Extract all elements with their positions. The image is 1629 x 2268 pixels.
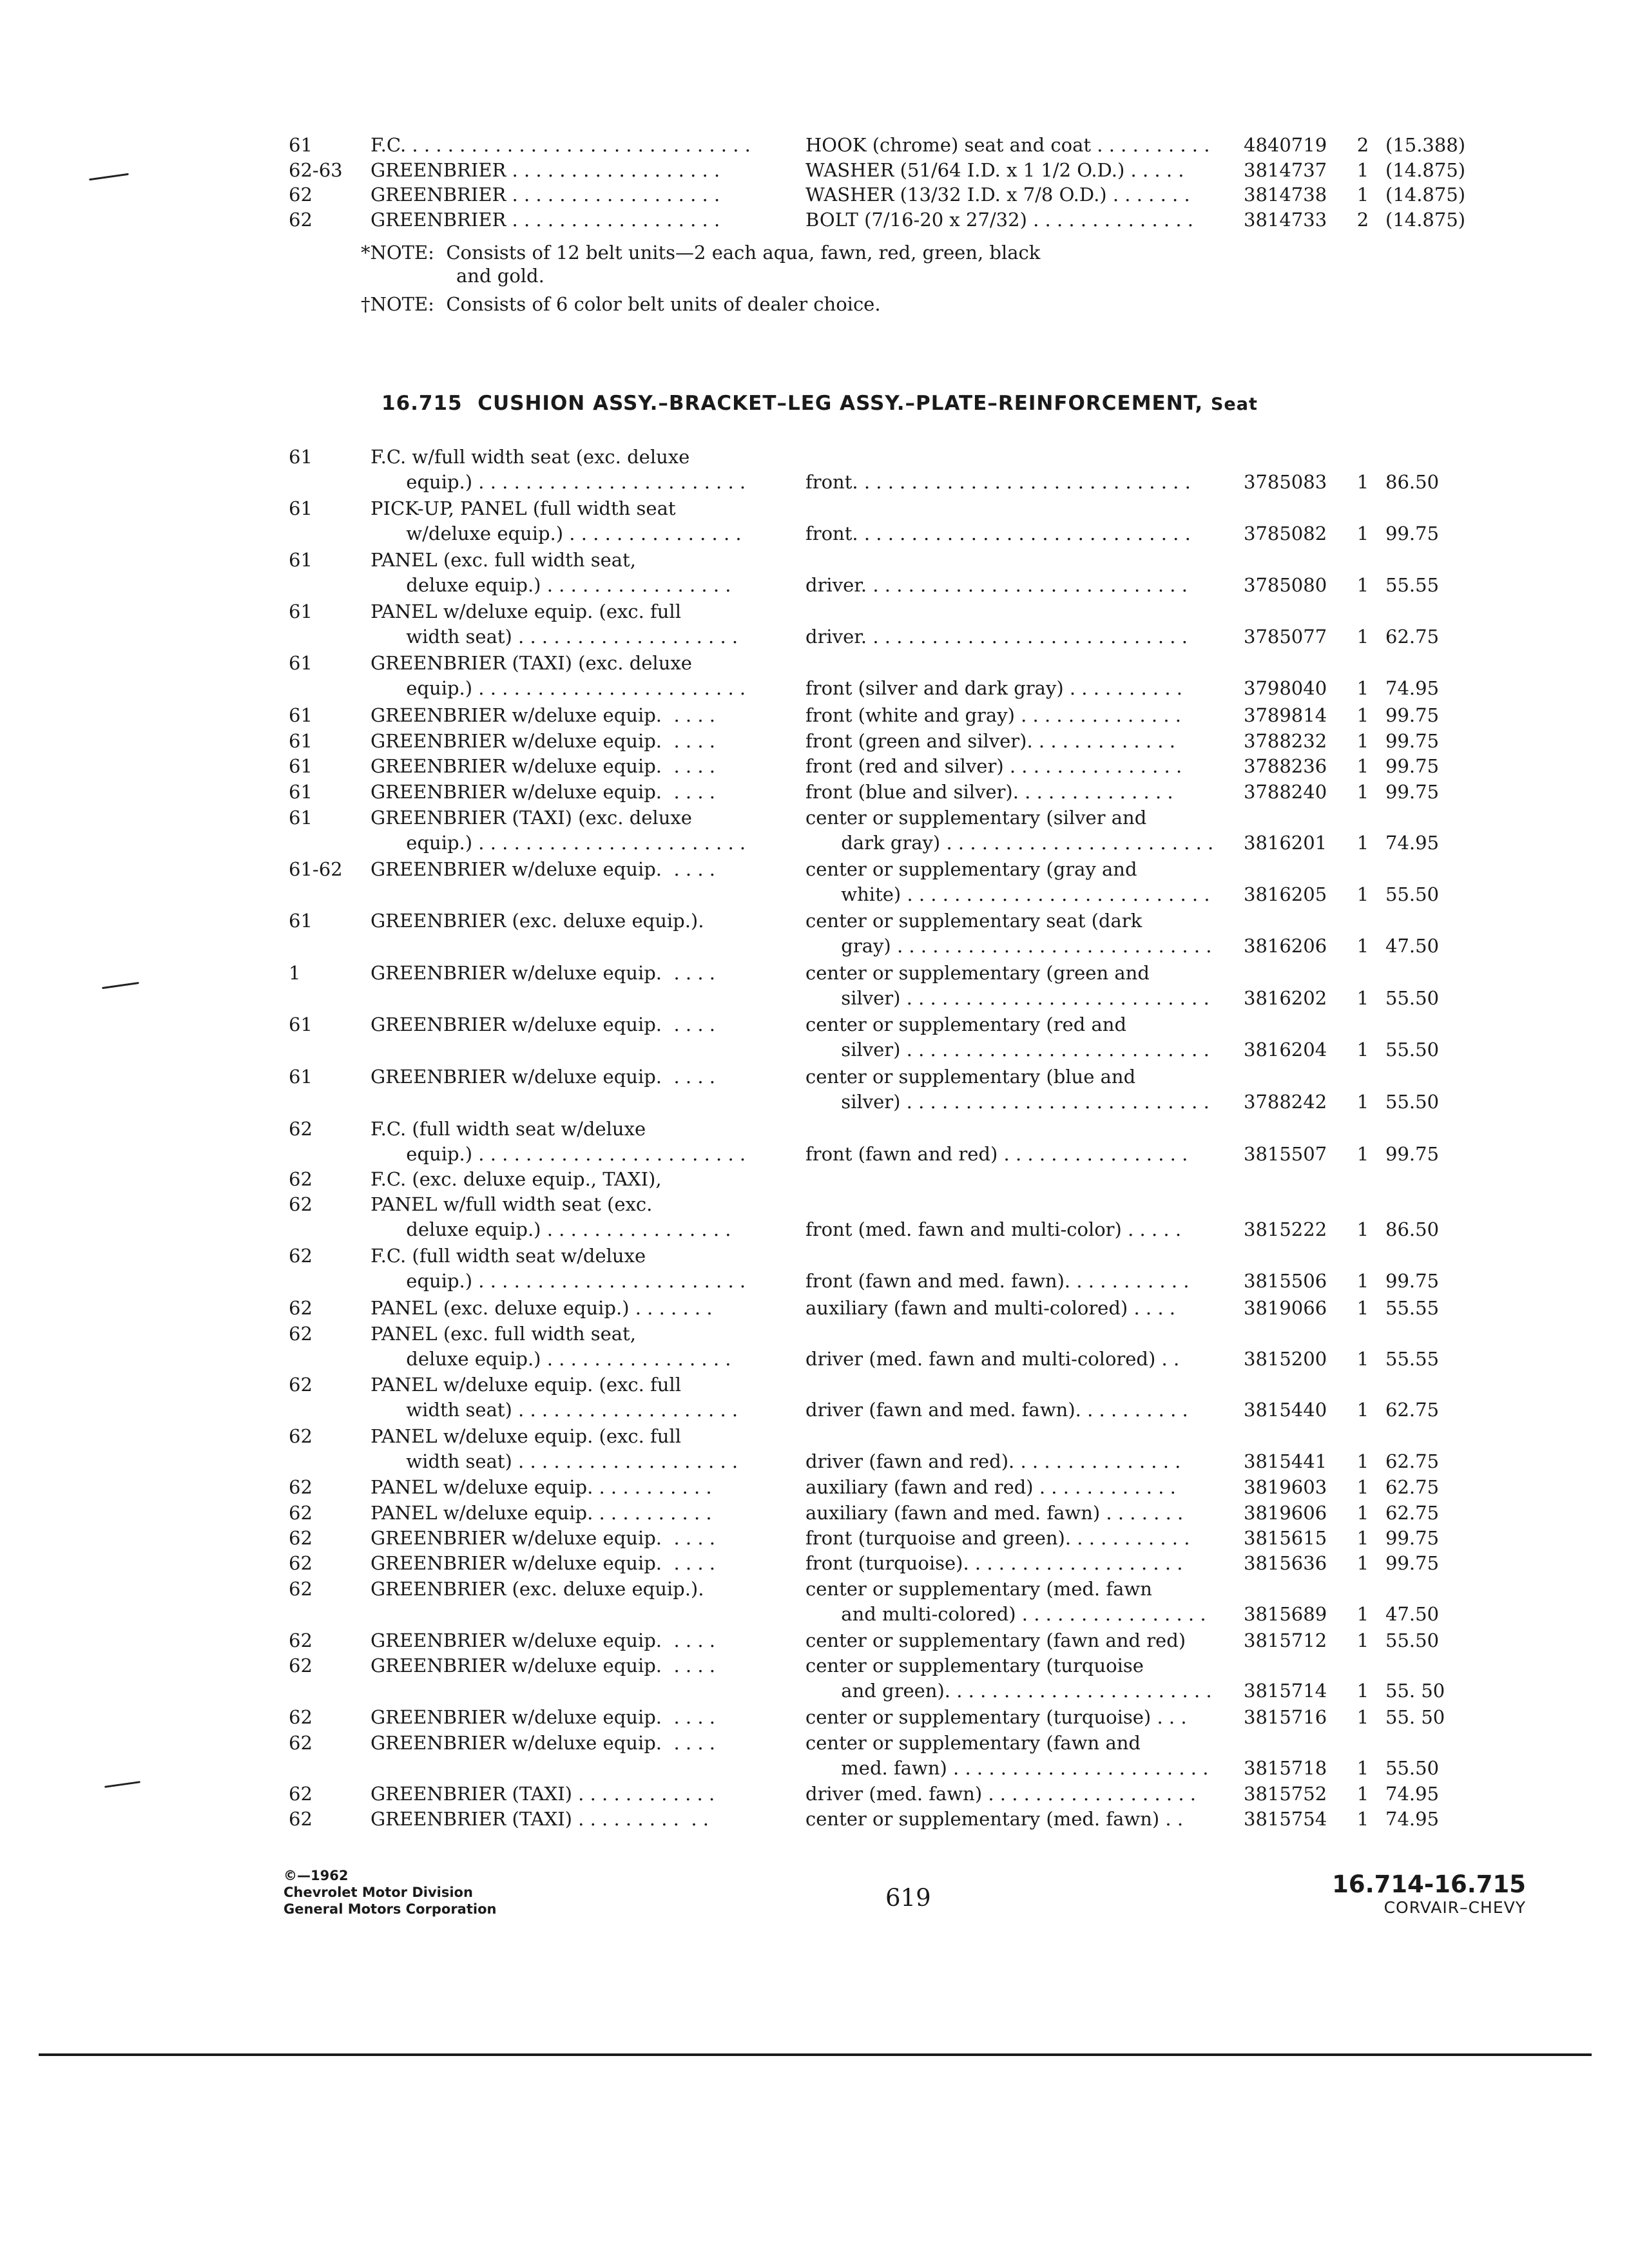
part-description: front (fawn and med. fawn). . . . . . . . . . .	[805, 1270, 1190, 1292]
part-number: 3815506	[1244, 1270, 1327, 1292]
table-row	[0, 1501, 1629, 1526]
model-year: 62	[289, 1629, 313, 1651]
model-year: 61	[289, 549, 313, 571]
part-description: driver. . . . . . . . . . . . . . . . . . . . . . . . . . . .	[805, 574, 1188, 596]
model-name-cont: equip.) . . . . . . . . . . . . . . . . . . . . . . .	[371, 1143, 746, 1165]
section-suffix: Seat	[1210, 394, 1258, 414]
part-description: front (white and gray) . . . . . . . . . . . . . .	[805, 704, 1182, 726]
price: 62.75	[1385, 1399, 1440, 1421]
quantity: 1	[1356, 1091, 1369, 1113]
quantity: 1	[1356, 677, 1369, 699]
quantity: 1	[1356, 1348, 1369, 1370]
part-description: center or supplementary (green and	[805, 962, 1150, 984]
model-year: 61	[289, 910, 313, 932]
quantity: 1	[1356, 935, 1369, 957]
table-row	[0, 1551, 1629, 1577]
part-description: front (blue and silver). . . . . . . . . . . . . .	[805, 781, 1173, 803]
part-description: front (red and silver) . . . . . . . . . . . . . . .	[805, 755, 1182, 777]
model-year: 62	[289, 1552, 313, 1574]
price: 99.75	[1385, 1552, 1440, 1574]
note-belt-units-cont: and gold.	[456, 265, 545, 287]
model-year: 62	[289, 184, 313, 206]
price: (14.875)	[1385, 159, 1466, 181]
part-description: front (med. fawn and multi-color) . . . . .	[805, 1218, 1182, 1240]
part-description-cont: and multi-colored) . . . . . . . . . . . . . . . .	[805, 1603, 1206, 1625]
model-name-cont: deluxe equip.) . . . . . . . . . . . . . . . .	[371, 1218, 731, 1240]
price: (15.388)	[1385, 134, 1466, 156]
table-row	[0, 1372, 1629, 1424]
quantity: 1	[1356, 883, 1369, 905]
catalog-name: CORVAIR–CHEVY	[1383, 1898, 1526, 1917]
model-year: 61	[289, 730, 313, 752]
quantity: 1	[1356, 184, 1369, 206]
quantity: 1	[1356, 523, 1369, 544]
model-year: 62	[289, 1374, 313, 1396]
part-number: 3788236	[1244, 755, 1327, 777]
quantity: 1	[1356, 471, 1369, 493]
table-row	[0, 1807, 1629, 1832]
model-year: 62	[289, 1808, 313, 1830]
part-number: 3815200	[1244, 1348, 1327, 1370]
model-name-cont: equip.) . . . . . . . . . . . . . . . . . . . . . . .	[371, 471, 746, 493]
price: 99.75	[1385, 1270, 1440, 1292]
price: 86.50	[1385, 471, 1440, 493]
part-number: 3814733	[1244, 209, 1327, 231]
part-number: 3815441	[1244, 1450, 1327, 1472]
model-name: GREENBRIER (TAXI) . . . . . . . . . . . .	[371, 1783, 715, 1805]
quantity: 1	[1356, 1143, 1369, 1165]
model-year: 61	[289, 1014, 313, 1035]
model-name: GREENBRIER w/deluxe equip. . . . .	[371, 704, 715, 726]
model-year: 62	[289, 1783, 313, 1805]
table-row	[0, 1577, 1629, 1628]
table-row	[0, 1064, 1629, 1116]
model-name: GREENBRIER . . . . . . . . . . . . . . . . . .	[371, 184, 720, 206]
model-year: 62	[289, 1245, 313, 1267]
table-row	[0, 1192, 1629, 1244]
part-number: 3815712	[1244, 1629, 1327, 1651]
model-name: GREENBRIER (TAXI) (exc. deluxe	[371, 807, 692, 829]
price: 99.75	[1385, 704, 1440, 726]
section-heading	[381, 392, 1258, 415]
model-name: GREENBRIER (TAXI) . . . . . . . . . . .	[371, 1808, 709, 1830]
part-number: 3815689	[1244, 1603, 1327, 1625]
model-year: 62	[289, 1193, 313, 1215]
part-number: 3815754	[1244, 1808, 1327, 1830]
model-name: F.C. . . . . . . . . . . . . . . . . . . . . . . . . . . . . .	[371, 134, 751, 156]
quantity: 1	[1356, 1680, 1369, 1702]
group-number: 16.714-16.715	[1332, 1870, 1526, 1898]
part-description: WASHER (13/32 I.D. x 7/8 O.D.) . . . . . . .	[805, 184, 1190, 206]
model-name: PANEL w/deluxe equip. (exc. full	[371, 1425, 681, 1447]
price: 99.75	[1385, 1527, 1440, 1549]
quantity: 1	[1356, 1270, 1369, 1292]
part-description: driver (fawn and red). . . . . . . . . . . . . . .	[805, 1450, 1181, 1472]
part-description: BOLT (7/16-20 x 27/32) . . . . . . . . . . . . . .	[805, 209, 1194, 231]
quantity: 1	[1356, 1808, 1369, 1830]
model-year: 61	[289, 446, 313, 468]
price: 99.75	[1385, 781, 1440, 803]
list-item	[0, 133, 1629, 159]
model-name-cont: width seat) . . . . . . . . . . . . . . . . . . .	[371, 1450, 738, 1472]
model-name: PANEL (exc. deluxe equip.) . . . . . . .	[371, 1297, 713, 1319]
table-row	[0, 1475, 1629, 1501]
model-year: 62	[289, 1323, 313, 1345]
table-row	[0, 1321, 1629, 1373]
price: 55.55	[1385, 1348, 1440, 1370]
table-row	[0, 703, 1629, 729]
model-year: 62	[289, 1297, 313, 1319]
quantity: 1	[1356, 574, 1369, 596]
model-year: 62	[289, 1578, 313, 1600]
part-number: 3819066	[1244, 1297, 1327, 1319]
part-description-cont: and green). . . . . . . . . . . . . . . . . . . . . . .	[805, 1680, 1212, 1702]
model-name: GREENBRIER w/deluxe equip. . . . .	[371, 1014, 715, 1035]
table-row	[0, 857, 1629, 908]
quantity: 1	[1356, 781, 1369, 803]
model-name: GREENBRIER w/deluxe equip. . . . .	[371, 1066, 715, 1088]
part-number: 3785083	[1244, 471, 1327, 493]
price: (14.875)	[1385, 184, 1466, 206]
quantity: 1	[1356, 987, 1369, 1009]
part-description-cont: gray) . . . . . . . . . . . . . . . . . . . . . . . . . . .	[805, 935, 1212, 957]
price: 55. 50	[1385, 1680, 1445, 1702]
corporation-name: General Motors Corporation	[284, 1901, 497, 1917]
table-row	[0, 961, 1629, 1012]
model-name: GREENBRIER w/deluxe equip. . . . .	[371, 781, 715, 803]
copyright-year: ©—1962	[284, 1868, 349, 1883]
model-year: 62	[289, 1118, 313, 1140]
footer-copyright	[284, 1867, 496, 1917]
part-description-cont: silver) . . . . . . . . . . . . . . . . . . . . . . . . . .	[805, 1091, 1210, 1113]
price: 47.50	[1385, 1603, 1440, 1625]
model-year: 62-63	[289, 159, 343, 181]
part-description: front. . . . . . . . . . . . . . . . . . . . . . . . . . . . .	[805, 523, 1191, 544]
list-item	[0, 182, 1629, 208]
quantity: 1	[1356, 1552, 1369, 1574]
quantity: 2	[1356, 134, 1369, 156]
model-name: PANEL w/deluxe equip. . . . . . . . . . .	[371, 1476, 712, 1498]
part-description: center or supplementary (fawn and red)	[805, 1629, 1186, 1651]
quantity: 1	[1356, 755, 1369, 777]
part-description: center or supplementary (fawn and	[805, 1732, 1141, 1754]
model-year: 61	[289, 1066, 313, 1088]
table-row	[0, 805, 1629, 857]
note-belt-units: *NOTE: Consists of 12 belt units—2 each aqua, fawn, red, green, black	[361, 242, 1041, 264]
model-year: 62	[289, 1425, 313, 1447]
quantity: 1	[1356, 730, 1369, 752]
part-description-cont: dark gray) . . . . . . . . . . . . . . . . . . . . . . .	[805, 832, 1214, 854]
part-number: 3788242	[1244, 1091, 1327, 1113]
part-description: front (turquoise and green). . . . . . . . . . .	[805, 1527, 1190, 1549]
part-description: driver (fawn and med. fawn). . . . . . . . . .	[805, 1399, 1188, 1421]
model-name: GREENBRIER w/deluxe equip. . . . .	[371, 1655, 715, 1677]
part-number: 3815718	[1244, 1757, 1327, 1779]
quantity: 1	[1356, 626, 1369, 648]
quantity: 1	[1356, 1603, 1369, 1625]
price: 62.75	[1385, 1476, 1440, 1498]
price: 47.50	[1385, 935, 1440, 957]
model-name: GREENBRIER w/deluxe equip. . . . .	[371, 1552, 715, 1574]
part-number: 3815222	[1244, 1218, 1327, 1240]
model-name: PANEL w/deluxe equip. . . . . . . . . . .	[371, 1502, 712, 1524]
part-description: center or supplementary (turquoise	[805, 1655, 1144, 1677]
quantity: 1	[1356, 1629, 1369, 1651]
table-row	[0, 729, 1629, 754]
quantity: 1	[1356, 1039, 1369, 1061]
quantity: 1	[1356, 1218, 1369, 1240]
table-row	[0, 1705, 1629, 1731]
quantity: 1	[1356, 1476, 1369, 1498]
table-row	[0, 1653, 1629, 1705]
model-name: GREENBRIER . . . . . . . . . . . . . . . . . .	[371, 209, 720, 231]
price: 99.75	[1385, 730, 1440, 752]
quantity: 1	[1356, 1783, 1369, 1805]
table-row	[0, 1012, 1629, 1064]
model-name-cont: deluxe equip.) . . . . . . . . . . . . . . . .	[371, 574, 731, 596]
model-name: GREENBRIER w/deluxe equip. . . . .	[371, 755, 715, 777]
table-row	[0, 1296, 1629, 1321]
table-row	[0, 1628, 1629, 1654]
price: 74.95	[1385, 677, 1440, 699]
part-description: front (green and silver). . . . . . . . . . . . .	[805, 730, 1175, 752]
table-row	[0, 1731, 1629, 1782]
table-row	[0, 1167, 1629, 1193]
model-year: 61	[289, 652, 313, 674]
model-name-cont: equip.) . . . . . . . . . . . . . . . . . . . . . . .	[371, 677, 746, 699]
model-year: 62	[289, 1732, 313, 1754]
model-year: 1	[289, 962, 301, 984]
part-description: WASHER (51/64 I.D. x 1 1/2 O.D.) . . . . .	[805, 159, 1184, 181]
table-row	[0, 548, 1629, 599]
part-number: 3814737	[1244, 159, 1327, 181]
quantity: 1	[1356, 1527, 1369, 1549]
part-number: 4840719	[1244, 134, 1327, 156]
model-name: GREENBRIER w/deluxe equip. . . . .	[371, 858, 715, 880]
quantity: 1	[1356, 159, 1369, 181]
table-row	[0, 780, 1629, 805]
price: 55.50	[1385, 1629, 1440, 1651]
model-name: GREENBRIER (TAXI) (exc. deluxe	[371, 652, 692, 674]
table-row	[0, 754, 1629, 780]
model-name-cont: width seat) . . . . . . . . . . . . . . . . . . .	[371, 1399, 738, 1421]
model-name: GREENBRIER w/deluxe equip. . . . .	[371, 1527, 715, 1549]
part-description-cont: med. fawn) . . . . . . . . . . . . . . . . . . . . . .	[805, 1757, 1209, 1779]
table-row	[0, 1424, 1629, 1475]
part-description-cont: silver) . . . . . . . . . . . . . . . . . . . . . . . . . .	[805, 1039, 1210, 1061]
model-name: F.C. (exc. deluxe equip., TAXI),	[371, 1168, 662, 1190]
part-description: center or supplementary seat (dark	[805, 910, 1142, 932]
model-year: 61	[289, 134, 313, 156]
part-description: center or supplementary (red and	[805, 1014, 1127, 1035]
model-name: GREENBRIER w/deluxe equip. . . . .	[371, 1706, 715, 1728]
model-name-cont: deluxe equip.) . . . . . . . . . . . . . . . .	[371, 1348, 731, 1370]
part-number: 3798040	[1244, 677, 1327, 699]
division-name: Chevrolet Motor Division	[284, 1885, 473, 1900]
quantity: 2	[1356, 209, 1369, 231]
list-item	[0, 158, 1629, 184]
page-bottom-rule	[39, 2053, 1592, 2056]
price: 55.50	[1385, 883, 1440, 905]
quantity: 1	[1356, 1757, 1369, 1779]
price: 55.50	[1385, 1757, 1440, 1779]
model-year: 62	[289, 1655, 313, 1677]
model-name: PANEL (exc. full width seat,	[371, 1323, 636, 1345]
price: 55.50	[1385, 1039, 1440, 1061]
model-year: 62	[289, 1502, 313, 1524]
quantity: 1	[1356, 1450, 1369, 1472]
part-description-cont: silver) . . . . . . . . . . . . . . . . . . . . . . . . . .	[805, 987, 1210, 1009]
quantity: 1	[1356, 1297, 1369, 1319]
part-description: front (fawn and red) . . . . . . . . . . . . . . . .	[805, 1143, 1188, 1165]
part-number: 3785077	[1244, 626, 1327, 648]
model-name-cont: equip.) . . . . . . . . . . . . . . . . . . . . . . .	[371, 1270, 746, 1292]
price: 74.95	[1385, 1808, 1440, 1830]
model-name-cont: equip.) . . . . . . . . . . . . . . . . . . . . . . .	[371, 832, 746, 854]
quantity: 1	[1356, 704, 1369, 726]
part-description-cont: white) . . . . . . . . . . . . . . . . . . . . . . . . . .	[805, 883, 1210, 905]
table-row	[0, 908, 1629, 960]
part-number: 3816205	[1244, 883, 1327, 905]
price: 55.55	[1385, 574, 1440, 596]
price: 55.50	[1385, 987, 1440, 1009]
price: 99.75	[1385, 1143, 1440, 1165]
model-name: GREENBRIER . . . . . . . . . . . . . . . . . .	[371, 159, 720, 181]
model-year: 61	[289, 497, 313, 519]
part-description: auxiliary (fawn and multi-colored) . . . .	[805, 1297, 1175, 1319]
model-name: GREENBRIER (exc. deluxe equip.).	[371, 1578, 704, 1600]
part-number: 3815752	[1244, 1783, 1327, 1805]
part-number: 3815636	[1244, 1552, 1327, 1574]
part-number: 3815714	[1244, 1680, 1327, 1702]
part-description: driver. . . . . . . . . . . . . . . . . . . . . . . . . . . .	[805, 626, 1188, 648]
part-number: 3815716	[1244, 1706, 1327, 1728]
part-description: center or supplementary (gray and	[805, 858, 1137, 880]
part-description: center or supplementary (med. fawn	[805, 1578, 1152, 1600]
price: 62.75	[1385, 626, 1440, 648]
table-row	[0, 445, 1629, 496]
table-row	[0, 1244, 1629, 1295]
model-year: 61-62	[289, 858, 343, 880]
part-number: 3819603	[1244, 1476, 1327, 1498]
model-year: 61	[289, 781, 313, 803]
model-name: PICK-UP, PANEL (full width seat	[371, 497, 676, 519]
part-number: 3819606	[1244, 1502, 1327, 1524]
quantity: 1	[1356, 1399, 1369, 1421]
model-year: 61	[289, 807, 313, 829]
model-year: 62	[289, 1706, 313, 1728]
part-number: 3815440	[1244, 1399, 1327, 1421]
part-description: front (turquoise). . . . . . . . . . . . . . . . . . .	[805, 1552, 1183, 1574]
footer-group-ref	[1332, 1871, 1526, 1917]
page-number: 619	[885, 1884, 931, 1912]
part-description: HOOK (chrome) seat and coat . . . . . . . . . .	[805, 134, 1210, 156]
part-description: center or supplementary (med. fawn) . .	[805, 1808, 1184, 1830]
model-year: 61	[289, 755, 313, 777]
model-name-cont: width seat) . . . . . . . . . . . . . . . . . . .	[371, 626, 738, 648]
model-name: F.C. (full width seat w/deluxe	[371, 1118, 646, 1140]
model-year: 61	[289, 704, 313, 726]
model-name: PANEL w/full width seat (exc.	[371, 1193, 653, 1215]
model-name: GREENBRIER w/deluxe equip. . . . .	[371, 730, 715, 752]
table-row	[0, 1526, 1629, 1552]
list-item	[0, 207, 1629, 233]
part-description: driver (med. fawn and multi-colored) . .	[805, 1348, 1180, 1370]
model-name: F.C. w/full width seat (exc. deluxe	[371, 446, 690, 468]
part-description: auxiliary (fawn and med. fawn) . . . . . . .	[805, 1502, 1184, 1524]
model-name: PANEL w/deluxe equip. (exc. full	[371, 1374, 681, 1396]
quantity: 1	[1356, 1706, 1369, 1728]
part-number: 3815507	[1244, 1143, 1327, 1165]
model-year: 62	[289, 1527, 313, 1549]
model-year: 62	[289, 1168, 313, 1190]
model-year: 62	[289, 1476, 313, 1498]
price: 55.50	[1385, 1091, 1440, 1113]
model-name: GREENBRIER w/deluxe equip. . . . .	[371, 962, 715, 984]
quantity: 1	[1356, 832, 1369, 854]
price: 74.95	[1385, 832, 1440, 854]
price: 55. 50	[1385, 1706, 1445, 1728]
price: 62.75	[1385, 1450, 1440, 1472]
quantity: 1	[1356, 1502, 1369, 1524]
part-number: 3815615	[1244, 1527, 1327, 1549]
model-name-cont: w/deluxe equip.) . . . . . . . . . . . . . . .	[371, 523, 742, 544]
price: (14.875)	[1385, 209, 1466, 231]
part-number: 3785080	[1244, 574, 1327, 596]
table-row	[0, 496, 1629, 548]
price: 62.75	[1385, 1502, 1440, 1524]
part-description: auxiliary (fawn and red) . . . . . . . . . . . .	[805, 1476, 1176, 1498]
part-number: 3788240	[1244, 781, 1327, 803]
part-description: driver (med. fawn) . . . . . . . . . . . . . . . . . .	[805, 1783, 1196, 1805]
model-name: GREENBRIER w/deluxe equip. . . . .	[371, 1732, 715, 1754]
price: 74.95	[1385, 1783, 1440, 1805]
part-number: 3788232	[1244, 730, 1327, 752]
section-title: 16.715 CUSHION ASSY.–BRACKET–LEG ASSY.–PLATE–REINFORCEMENT,	[381, 392, 1204, 415]
part-number: 3816201	[1244, 832, 1327, 854]
table-row	[0, 599, 1629, 651]
model-name: F.C. (full width seat w/deluxe	[371, 1245, 646, 1267]
part-description: center or supplementary (silver and	[805, 807, 1147, 829]
model-name: PANEL (exc. full width seat,	[371, 549, 636, 571]
part-number: 3816202	[1244, 987, 1327, 1009]
part-description: front. . . . . . . . . . . . . . . . . . . . . . . . . . . . .	[805, 471, 1191, 493]
table-row	[0, 1782, 1629, 1807]
part-number: 3785082	[1244, 523, 1327, 544]
price: 86.50	[1385, 1218, 1440, 1240]
price: 55.55	[1385, 1297, 1440, 1319]
model-name: GREENBRIER w/deluxe equip. . . . .	[371, 1629, 715, 1651]
part-number: 3814738	[1244, 184, 1327, 206]
price: 99.75	[1385, 523, 1440, 544]
model-year: 62	[289, 209, 313, 231]
part-number: 3816204	[1244, 1039, 1327, 1061]
model-year: 61	[289, 601, 313, 622]
note-dealer-choice: †NOTE: Consists of 6 color belt units of dealer choice.	[361, 293, 881, 315]
table-row	[0, 1117, 1629, 1168]
model-name: PANEL w/deluxe equip. (exc. full	[371, 601, 681, 622]
model-name: GREENBRIER (exc. deluxe equip.).	[371, 910, 704, 932]
part-description: front (silver and dark gray) . . . . . . . . . .	[805, 677, 1183, 699]
table-row	[0, 651, 1629, 702]
part-description: center or supplementary (blue and	[805, 1066, 1136, 1088]
part-number: 3789814	[1244, 704, 1327, 726]
price: 99.75	[1385, 755, 1440, 777]
part-number: 3816206	[1244, 935, 1327, 957]
part-description: center or supplementary (turquoise) . . .	[805, 1706, 1187, 1728]
